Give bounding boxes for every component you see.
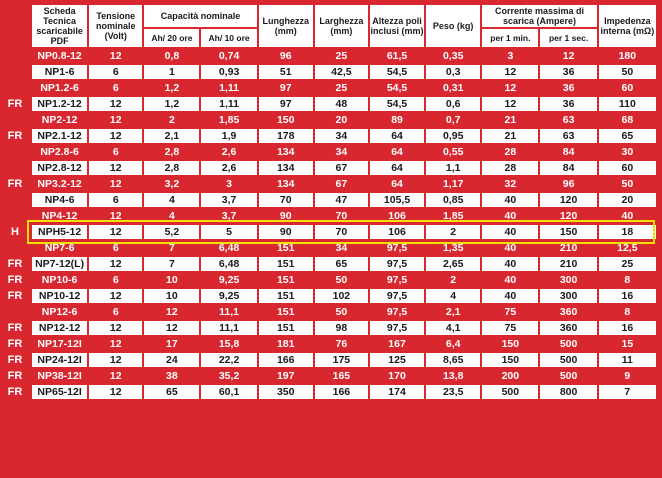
capacity-20h-cell: 1,2 [144, 81, 199, 95]
voltage-cell: 12 [89, 209, 142, 223]
header-lunghezza: Lunghezza (mm) [259, 5, 313, 47]
capacity-20h-cell: 38 [144, 369, 199, 383]
length-cell: 134 [259, 145, 313, 159]
voltage-cell: 12 [89, 129, 142, 143]
table-row [32, 65, 656, 79]
voltage-cell: 6 [89, 241, 142, 255]
voltage-cell: 12 [89, 49, 142, 63]
voltage-cell: 12 [89, 225, 142, 239]
height-cell: 61,5 [370, 49, 424, 63]
current-1sec-cell: 800 [540, 385, 596, 399]
width-cell: 50 [315, 273, 368, 287]
current-1min-cell: 21 [482, 129, 538, 143]
model-cell[interactable]: NP12-6 [32, 305, 87, 319]
capacity-20h-cell: 12 [144, 305, 199, 319]
model-cell[interactable]: NP10-12 [32, 289, 87, 303]
capacity-10h-cell: 3,7 [201, 209, 256, 223]
capacity-20h-cell: 10 [144, 289, 199, 303]
capacity-20h-cell: 4 [144, 209, 199, 223]
impedance-cell: 60 [599, 161, 656, 175]
header-corr-sec: per 1 sec. [540, 29, 596, 47]
capacity-10h-cell: 1,85 [201, 113, 256, 127]
current-1min-cell: 40 [482, 257, 538, 271]
current-1min-cell: 32 [482, 177, 538, 191]
weight-cell: 0,55 [426, 145, 480, 159]
table-body [32, 49, 656, 399]
model-cell[interactable]: NP4-12 [32, 209, 87, 223]
width-cell: 48 [315, 97, 368, 111]
model-cell[interactable]: NP12-12 [32, 321, 87, 335]
table-row [32, 305, 656, 319]
height-cell: 97,5 [370, 273, 424, 287]
capacity-10h-cell: 1,11 [201, 81, 256, 95]
tag-fr: FR [7, 258, 23, 270]
table-row [32, 225, 656, 239]
impedance-cell: 9 [599, 369, 656, 383]
table-row [32, 177, 656, 191]
model-cell[interactable]: NP1-6 [32, 65, 87, 79]
table-row [32, 161, 656, 175]
width-cell: 98 [315, 321, 368, 335]
weight-cell: 0,35 [426, 49, 480, 63]
voltage-cell: 12 [89, 353, 142, 367]
voltage-cell: 12 [89, 321, 142, 335]
tag-fr: FR [7, 98, 23, 110]
model-cell[interactable]: NP38-12I [32, 369, 87, 383]
current-1min-cell: 40 [482, 241, 538, 255]
table-row [32, 353, 656, 367]
tag-fr: FR [7, 290, 23, 302]
capacity-10h-cell: 6,48 [201, 257, 256, 271]
row-tag-column [0, 0, 30, 478]
capacity-20h-cell: 2 [144, 113, 199, 127]
current-1min-cell: 12 [482, 81, 538, 95]
model-cell[interactable]: NP0.8-12 [32, 49, 87, 63]
current-1sec-cell: 84 [540, 161, 596, 175]
current-1min-cell: 75 [482, 305, 538, 319]
current-1sec-cell: 96 [540, 177, 596, 191]
capacity-10h-cell: 22,2 [201, 353, 256, 367]
voltage-cell: 12 [89, 177, 142, 191]
impedance-cell: 40 [599, 209, 656, 223]
capacity-20h-cell: 2,8 [144, 161, 199, 175]
height-cell: 54,5 [370, 81, 424, 95]
weight-cell: 0,6 [426, 97, 480, 111]
capacity-20h-cell: 5,2 [144, 225, 199, 239]
capacity-20h-cell: 0,8 [144, 49, 199, 63]
capacity-10h-cell: 11,1 [201, 321, 256, 335]
capacity-10h-cell: 9,25 [201, 273, 256, 287]
voltage-cell: 12 [89, 369, 142, 383]
impedance-cell: 110 [599, 97, 656, 111]
weight-cell: 1,85 [426, 209, 480, 223]
length-cell: 151 [259, 289, 313, 303]
model-cell[interactable]: NP7-6 [32, 241, 87, 255]
weight-cell: 4,1 [426, 321, 480, 335]
current-1sec-cell: 500 [540, 369, 596, 383]
length-cell: 151 [259, 257, 313, 271]
length-cell: 151 [259, 305, 313, 319]
model-cell[interactable]: NP17-12I [32, 337, 87, 351]
capacity-10h-cell: 1,9 [201, 129, 256, 143]
current-1sec-cell: 84 [540, 145, 596, 159]
capacity-10h-cell: 5 [201, 225, 256, 239]
weight-cell: 23,5 [426, 385, 480, 399]
current-1min-cell: 40 [482, 225, 538, 239]
table-row [32, 209, 656, 223]
capacity-20h-cell: 4 [144, 193, 199, 207]
height-cell: 89 [370, 113, 424, 127]
weight-cell: 1,17 [426, 177, 480, 191]
height-cell: 97,5 [370, 321, 424, 335]
capacity-10h-cell: 3 [201, 177, 256, 191]
impedance-cell: 16 [599, 289, 656, 303]
impedance-cell: 25 [599, 257, 656, 271]
impedance-cell: 15 [599, 337, 656, 351]
current-1min-cell: 200 [482, 369, 538, 383]
table-row [32, 369, 656, 383]
width-cell: 76 [315, 337, 368, 351]
header-peso: Peso (kg) [426, 5, 480, 47]
current-1sec-cell: 300 [540, 273, 596, 287]
height-cell: 97,5 [370, 241, 424, 255]
tag-fr: FR [7, 178, 23, 190]
height-cell: 167 [370, 337, 424, 351]
table-row [32, 257, 656, 271]
header-impedenza: Impedenza interna (mΩ) [599, 5, 656, 47]
length-cell: 51 [259, 65, 313, 79]
length-cell: 134 [259, 177, 313, 191]
weight-cell: 2,65 [426, 257, 480, 271]
width-cell: 166 [315, 385, 368, 399]
tag-fr: FR [7, 274, 23, 286]
capacity-10h-cell: 9,25 [201, 289, 256, 303]
table-row [32, 129, 656, 143]
length-cell: 197 [259, 369, 313, 383]
impedance-cell: 68 [599, 113, 656, 127]
capacity-10h-cell: 0,93 [201, 65, 256, 79]
width-cell: 67 [315, 177, 368, 191]
capacity-10h-cell: 11,1 [201, 305, 256, 319]
current-1sec-cell: 210 [540, 257, 596, 271]
length-cell: 166 [259, 353, 313, 367]
voltage-cell: 12 [89, 113, 142, 127]
model-cell[interactable]: NP65-12I [32, 385, 87, 399]
length-cell: 151 [259, 241, 313, 255]
capacity-20h-cell: 7 [144, 257, 199, 271]
current-1min-cell: 12 [482, 97, 538, 111]
current-1sec-cell: 120 [540, 209, 596, 223]
impedance-cell: 180 [599, 49, 656, 63]
capacity-10h-cell: 60,1 [201, 385, 256, 399]
height-cell: 54,5 [370, 97, 424, 111]
tag-fr: FR [7, 370, 23, 382]
width-cell: 25 [315, 49, 368, 63]
current-1sec-cell: 12 [540, 49, 596, 63]
model-cell[interactable]: NP2.8-6 [32, 145, 87, 159]
width-cell: 34 [315, 145, 368, 159]
width-cell: 34 [315, 129, 368, 143]
width-cell: 65 [315, 257, 368, 271]
voltage-cell: 6 [89, 273, 142, 287]
capacity-20h-cell: 24 [144, 353, 199, 367]
capacity-20h-cell: 12 [144, 321, 199, 335]
table-row [32, 289, 656, 303]
weight-cell: 0,85 [426, 193, 480, 207]
table-row [32, 81, 656, 95]
model-cell[interactable]: NP4-6 [32, 193, 87, 207]
weight-cell: 13,8 [426, 369, 480, 383]
current-1sec-cell: 150 [540, 225, 596, 239]
length-cell: 151 [259, 273, 313, 287]
capacity-20h-cell: 7 [144, 241, 199, 255]
capacity-10h-cell: 35,2 [201, 369, 256, 383]
width-cell: 25 [315, 81, 368, 95]
length-cell: 97 [259, 97, 313, 111]
tag-fr: FR [7, 130, 23, 142]
length-cell: 134 [259, 161, 313, 175]
impedance-cell: 11 [599, 353, 656, 367]
current-1min-cell: 21 [482, 113, 538, 127]
current-1sec-cell: 36 [540, 97, 596, 111]
tag-h: H [11, 226, 19, 238]
model-cell[interactable]: NP1.2-6 [32, 81, 87, 95]
impedance-cell: 20 [599, 193, 656, 207]
weight-cell: 2 [426, 225, 480, 239]
model-cell[interactable]: NP2-12 [32, 113, 87, 127]
tag-fr: FR [7, 354, 23, 366]
voltage-cell: 12 [89, 257, 142, 271]
current-1min-cell: 12 [482, 65, 538, 79]
length-cell: 350 [259, 385, 313, 399]
weight-cell: 1,1 [426, 161, 480, 175]
voltage-cell: 6 [89, 193, 142, 207]
height-cell: 64 [370, 177, 424, 191]
height-cell: 54,5 [370, 65, 424, 79]
height-cell: 174 [370, 385, 424, 399]
width-cell: 165 [315, 369, 368, 383]
model-cell[interactable]: NP10-6 [32, 273, 87, 287]
height-cell: 125 [370, 353, 424, 367]
impedance-cell: 60 [599, 81, 656, 95]
height-cell: 97,5 [370, 257, 424, 271]
current-1sec-cell: 36 [540, 81, 596, 95]
weight-cell: 0,3 [426, 65, 480, 79]
weight-cell: 6,4 [426, 337, 480, 351]
impedance-cell: 7 [599, 385, 656, 399]
tag-fr: FR [7, 386, 23, 398]
capacity-20h-cell: 2,1 [144, 129, 199, 143]
voltage-cell: 12 [89, 385, 142, 399]
current-1sec-cell: 63 [540, 113, 596, 127]
capacity-20h-cell: 10 [144, 273, 199, 287]
battery-spec-table [30, 3, 658, 401]
table-row [32, 241, 656, 255]
current-1min-cell: 150 [482, 353, 538, 367]
weight-cell: 8,65 [426, 353, 480, 367]
weight-cell: 2 [426, 273, 480, 287]
table-row [32, 193, 656, 207]
current-1min-cell: 40 [482, 209, 538, 223]
capacity-10h-cell: 15,8 [201, 337, 256, 351]
impedance-cell: 8 [599, 305, 656, 319]
header-larghezza: Larghezza (mm) [315, 5, 368, 47]
model-cell[interactable]: NP24-12I [32, 353, 87, 367]
impedance-cell: 16 [599, 321, 656, 335]
voltage-cell: 6 [89, 81, 142, 95]
table-row [32, 113, 656, 127]
width-cell: 42,5 [315, 65, 368, 79]
width-cell: 34 [315, 241, 368, 255]
length-cell: 96 [259, 49, 313, 63]
current-1min-cell: 500 [482, 385, 538, 399]
tag-fr: FR [7, 338, 23, 350]
impedance-cell: 30 [599, 145, 656, 159]
impedance-cell: 50 [599, 65, 656, 79]
weight-cell: 1,35 [426, 241, 480, 255]
header-capacita: Capacità nominale [144, 5, 256, 27]
voltage-cell: 12 [89, 161, 142, 175]
header-cap-20h: Ah/ 20 ore [144, 29, 199, 47]
voltage-cell: 12 [89, 97, 142, 111]
height-cell: 97,5 [370, 289, 424, 303]
model-cell[interactable]: NP2.8-12 [32, 161, 87, 175]
header-cap-10h: Ah/ 10 ore [201, 29, 256, 47]
current-1min-cell: 150 [482, 337, 538, 351]
current-1sec-cell: 500 [540, 353, 596, 367]
width-cell: 50 [315, 305, 368, 319]
header-corrente: Corrente massima di scarica (Ampere) [482, 5, 596, 27]
capacity-20h-cell: 65 [144, 385, 199, 399]
header-corr-min: per 1 min. [482, 29, 538, 47]
model-cell[interactable]: NP3.2-12 [32, 177, 87, 191]
impedance-cell: 12,5 [599, 241, 656, 255]
table-row [32, 49, 656, 63]
current-1min-cell: 40 [482, 273, 538, 287]
capacity-10h-cell: 0,74 [201, 49, 256, 63]
voltage-cell: 12 [89, 337, 142, 351]
header-tensione: Tensione nominale (Volt) [89, 5, 142, 47]
length-cell: 97 [259, 81, 313, 95]
length-cell: 181 [259, 337, 313, 351]
capacity-10h-cell: 3,7 [201, 193, 256, 207]
length-cell: 90 [259, 225, 313, 239]
current-1min-cell: 40 [482, 193, 538, 207]
table-row [32, 145, 656, 159]
model-cell[interactable]: NP1.2-12 [32, 97, 87, 111]
capacity-10h-cell: 1,11 [201, 97, 256, 111]
header-scheda: Scheda Tecnica scaricabile PDF [32, 5, 87, 47]
current-1sec-cell: 360 [540, 305, 596, 319]
weight-cell: 2,1 [426, 305, 480, 319]
width-cell: 20 [315, 113, 368, 127]
table-row [32, 385, 656, 399]
current-1min-cell: 75 [482, 321, 538, 335]
length-cell: 90 [259, 209, 313, 223]
table-row [32, 97, 656, 111]
length-cell: 178 [259, 129, 313, 143]
tag-fr: FR [7, 322, 23, 334]
width-cell: 70 [315, 225, 368, 239]
current-1min-cell: 28 [482, 161, 538, 175]
impedance-cell: 18 [599, 225, 656, 239]
voltage-cell: 6 [89, 145, 142, 159]
voltage-cell: 6 [89, 305, 142, 319]
model-cell[interactable]: NP7-12(L) [32, 257, 87, 271]
width-cell: 67 [315, 161, 368, 175]
height-cell: 106 [370, 209, 424, 223]
current-1min-cell: 3 [482, 49, 538, 63]
capacity-20h-cell: 3,2 [144, 177, 199, 191]
current-1min-cell: 40 [482, 289, 538, 303]
impedance-cell: 8 [599, 273, 656, 287]
height-cell: 64 [370, 161, 424, 175]
capacity-20h-cell: 1,2 [144, 97, 199, 111]
width-cell: 47 [315, 193, 368, 207]
width-cell: 70 [315, 209, 368, 223]
length-cell: 150 [259, 113, 313, 127]
height-cell: 106 [370, 225, 424, 239]
weight-cell: 4 [426, 289, 480, 303]
table-row [32, 273, 656, 287]
model-cell[interactable]: NPH5-12 [32, 225, 87, 239]
voltage-cell: 6 [89, 65, 142, 79]
width-cell: 175 [315, 353, 368, 367]
current-1min-cell: 28 [482, 145, 538, 159]
capacity-20h-cell: 17 [144, 337, 199, 351]
height-cell: 64 [370, 145, 424, 159]
impedance-cell: 65 [599, 129, 656, 143]
current-1sec-cell: 360 [540, 321, 596, 335]
height-cell: 97,5 [370, 305, 424, 319]
model-cell[interactable]: NP2.1-12 [32, 129, 87, 143]
current-1sec-cell: 36 [540, 65, 596, 79]
table-row [32, 337, 656, 351]
capacity-10h-cell: 2,6 [201, 145, 256, 159]
capacity-10h-cell: 6,48 [201, 241, 256, 255]
height-cell: 170 [370, 369, 424, 383]
current-1sec-cell: 120 [540, 193, 596, 207]
weight-cell: 0,31 [426, 81, 480, 95]
capacity-20h-cell: 1 [144, 65, 199, 79]
width-cell: 102 [315, 289, 368, 303]
impedance-cell: 50 [599, 177, 656, 191]
current-1sec-cell: 63 [540, 129, 596, 143]
voltage-cell: 12 [89, 289, 142, 303]
height-cell: 105,5 [370, 193, 424, 207]
capacity-10h-cell: 2,6 [201, 161, 256, 175]
weight-cell: 0,7 [426, 113, 480, 127]
header-altezza: Altezza poli inclusi (mm) [370, 5, 424, 47]
height-cell: 64 [370, 129, 424, 143]
weight-cell: 0,95 [426, 129, 480, 143]
current-1sec-cell: 210 [540, 241, 596, 255]
length-cell: 70 [259, 193, 313, 207]
capacity-20h-cell: 2,8 [144, 145, 199, 159]
current-1sec-cell: 300 [540, 289, 596, 303]
length-cell: 151 [259, 321, 313, 335]
table-row [32, 321, 656, 335]
current-1sec-cell: 500 [540, 337, 596, 351]
